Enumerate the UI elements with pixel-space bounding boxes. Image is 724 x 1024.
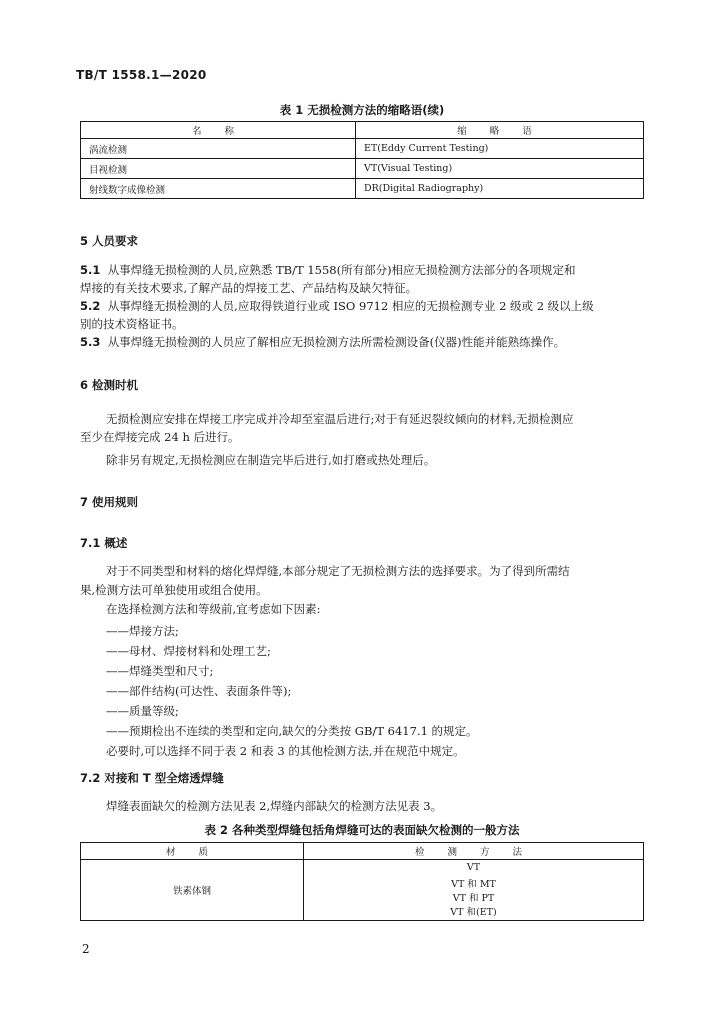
table2-cell-material: 铁素体钢 <box>81 860 304 921</box>
section7-1-para3: 必要时,可以选择不同于表 2 和表 3 的其他检测方法,并在规范中规定。 <box>106 744 465 758</box>
document-code: TB/T 1558.1—2020 <box>76 68 207 82</box>
table-row <box>81 179 644 199</box>
table2-cell-methods <box>304 860 644 921</box>
table-row <box>81 159 644 179</box>
list-item: ——部件结构(可达性、表面条件等); <box>106 684 292 698</box>
section6-heading: 6 检测时机 <box>80 378 139 392</box>
section6-para1: 无损检测应安排在焊接工序完成并冷却至室温后进行;对于有延迟裂纹倾向的材料,无损检测应 <box>106 412 574 426</box>
method-item: VT 和 PT <box>452 893 495 904</box>
section7-2-heading: 7.2 对接和 T 型全熔透焊缝 <box>80 771 224 785</box>
table1 <box>80 121 644 199</box>
section7-1-para2: 在选择检测方法和等级前,宜考虑如下因素: <box>106 602 321 616</box>
clause-number: 5.3 <box>80 335 101 349</box>
section7-2-para: 焊缝表面缺欠的检测方法见表 2,焊缝内部缺欠的检测方法见表 3。 <box>106 799 443 813</box>
clause-number: 5.1 <box>80 263 101 277</box>
section7-1-para1-cont: 果,检测方法可单独使用或组合使用。 <box>80 583 268 597</box>
table2-caption: 表 2 各种类型焊缝包括角焊缝可达的表面缺欠检测的一般方法 <box>204 823 520 837</box>
clause-5-2 <box>80 298 594 314</box>
table1-header-row <box>81 122 644 139</box>
list-item: ——质量等级; <box>106 704 179 718</box>
section7-1-heading: 7.1 概述 <box>80 536 128 550</box>
table2-col-method: 检 测 方 法 <box>304 843 644 860</box>
list-item: ——焊缝类型和尺寸; <box>106 664 214 678</box>
table1-cell-abbr: VT(Visual Testing) <box>356 159 644 179</box>
table1-col-name: 名 称 <box>81 122 356 139</box>
table1-caption: 表 1 无损检测方法的缩略语(续) <box>279 103 445 117</box>
section7-heading: 7 使用规则 <box>80 495 139 509</box>
table1-cell-abbr: ET(Eddy Current Testing) <box>356 139 644 159</box>
list-item: ——母材、焊接材料和处理工艺; <box>106 644 271 658</box>
section7-1-para1: 对于不同类型和材料的熔化焊焊缝,本部分规定了无损检测方法的选择要求。为了得到所需结 <box>106 564 570 578</box>
section6-para2: 除非另有规定,无损检测应在制造完毕后进行,如打磨或热处理后。 <box>106 453 436 467</box>
clause-text: 从事焊缝无损检测的人员,应熟悉 TB/T 1558(所有部分)相应无损检测方法部分的各项规定和 <box>107 263 576 277</box>
table2-col-material: 材 质 <box>81 843 304 860</box>
method-item: VT 和(ET) <box>450 907 497 918</box>
clause-5-2-cont: 别的技术资格证书。 <box>80 317 184 331</box>
clause-text: 从事焊缝无损检测的人员应了解相应无损检测方法所需检测设备(仪器)性能并能熟练操作。 <box>107 335 566 349</box>
table1-cell-name: 射线数字成像检测 <box>81 179 356 199</box>
clause-5-3 <box>80 334 565 350</box>
table-row <box>81 139 644 159</box>
table1-cell-name: 涡流检测 <box>81 139 356 159</box>
table2 <box>80 842 644 921</box>
clause-5-1 <box>80 262 576 278</box>
table1-cell-abbr: DR(Digital Radiography) <box>356 179 644 199</box>
clause-5-1-cont: 焊接的有关技术要求,了解产品的焊接工艺、产品结构及缺欠特征。 <box>80 281 418 295</box>
section6-para1-cont: 至少在焊接完成 24 h 后进行。 <box>80 430 240 444</box>
table2-header-row <box>81 843 644 860</box>
list-item: ——焊接方法; <box>106 624 179 638</box>
clause-text: 从事焊缝无损检测的人员,应取得铁道行业或 ISO 9712 相应的无损检测专业 2 级或 2 级以上级 <box>107 299 594 313</box>
table1-cell-name: 目视检测 <box>81 159 356 179</box>
page-number: 2 <box>82 942 90 956</box>
method-item: VT 和 MT <box>451 879 496 890</box>
method-item: VT <box>466 862 481 873</box>
table1-col-abbr: 缩 略 语 <box>356 122 644 139</box>
list-item: ——预期检出不连续的类型和定向,缺欠的分类按 GB/T 6417.1 的规定。 <box>106 724 478 738</box>
table-row <box>81 860 644 921</box>
section5-heading: 5 人员要求 <box>80 234 139 248</box>
clause-number: 5.2 <box>80 299 101 313</box>
